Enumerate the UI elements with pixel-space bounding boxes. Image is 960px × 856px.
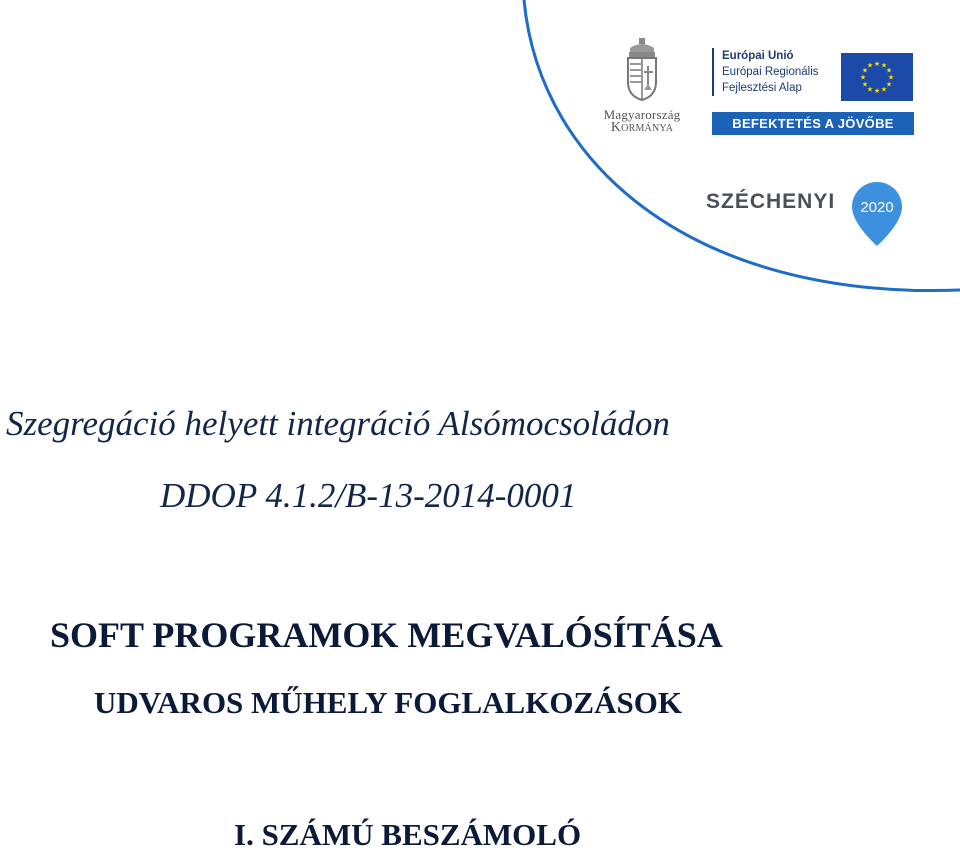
- svg-text:★: ★: [885, 80, 893, 89]
- government-logo-line1: Magyarország: [603, 107, 681, 122]
- eu-line3: Fejlesztési Alap: [722, 82, 802, 94]
- government-logo-line2: Kormánya: [610, 120, 674, 135]
- coat-of-arms-icon: [624, 38, 660, 102]
- svg-text:★: ★: [861, 80, 869, 89]
- project-title: Szegregáció helyett integráció Alsómocsoládon: [6, 404, 670, 443]
- heading-workshop: UDVAROS MŰHELY FOGLALKOZÁSOK: [94, 685, 682, 720]
- heading-report-number: I. SZÁMÚ BESZÁMOLÓ: [234, 817, 582, 852]
- svg-text:★: ★: [885, 66, 893, 75]
- eu-flag-icon: [841, 53, 913, 101]
- hungarian-government-logo: [594, 38, 690, 134]
- svg-text:★: ★: [873, 87, 881, 95]
- heading-soft-programs: SOFT PROGRAMOK MEGVALÓSÍTÁSA: [50, 615, 723, 655]
- location-pin-icon: [850, 180, 904, 248]
- svg-text:★: ★: [861, 66, 869, 75]
- svg-text:★: ★: [880, 61, 888, 70]
- svg-text:★: ★: [873, 60, 881, 68]
- svg-text:★: ★: [880, 85, 888, 94]
- svg-text:★: ★: [866, 61, 874, 70]
- project-code: DDOP 4.1.2/B-13-2014-0001: [160, 476, 577, 515]
- szechenyi-name: SZÉCHENYI: [706, 190, 836, 213]
- eu-line2: Európai Regionális: [722, 66, 819, 78]
- svg-text:★: ★: [887, 73, 895, 82]
- svg-text:★: ★: [859, 73, 867, 82]
- eu-banner: BEFEKTETÉS A JÖVŐBE: [712, 112, 914, 135]
- szechenyi-year: 2020: [860, 199, 894, 216]
- eu-line1: Európai Unió: [722, 50, 794, 62]
- svg-text:★: ★: [866, 85, 874, 94]
